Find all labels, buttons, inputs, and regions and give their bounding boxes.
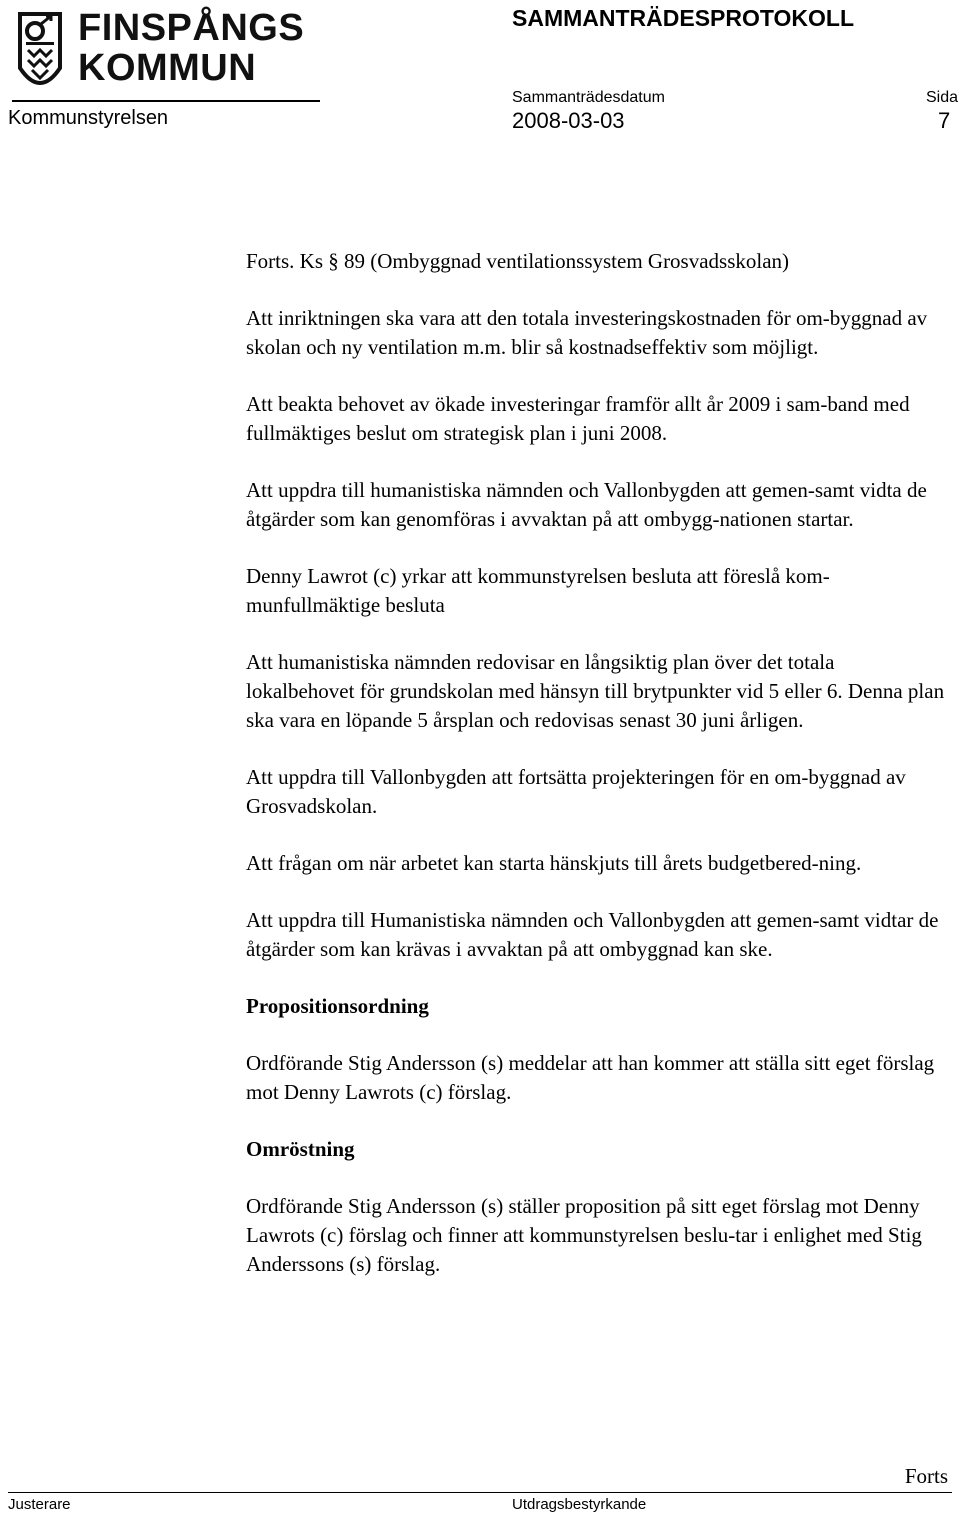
paragraph: Att beakta behovet av ökade investeringar framför allt år 2009 i sam-band med fullmäktiges beslut om strategisk plan i juni 2008. (246, 392, 910, 445)
paragraph: Att frågan om när arbetet kan starta hänskjuts till årets budgetbered-ning. (246, 851, 862, 875)
paragraph: Att uppdra till Humanistiska nämnden och Vallonbygden att gemen-samt vidtar de åtgärder som kan krävas i avvaktan på att ombyggnad kan ske. (246, 908, 939, 961)
footer-divider (8, 1492, 952, 1493)
utdragsbestyrkande-label: Utdragsbestyrkande (512, 1496, 647, 1513)
continuation-heading: Forts. Ks § 89 (Ombyggnad ventilationssystem Grosvadsskolan) (246, 249, 790, 273)
paragraph: Ordförande Stig Andersson (s) meddelar att han kommer att ställa sitt eget förslag mot Denny Lawrots (c) förslag. (246, 1051, 935, 1104)
page-label: Sida (926, 89, 959, 106)
paragraph: Att inriktningen ska vara att den totala investeringskostnaden för om-byggnad av skolan och ny ventilation m.m. blir så kostnadseffektiv som möjligt. (246, 306, 928, 359)
continuation-marker: Forts (904, 1464, 948, 1488)
paragraph: Denny Lawrot (c) yrkar att kommunstyrelsen besluta att föreslå kom-munfullmäktige besluta (246, 564, 830, 617)
page-number: 7 (938, 108, 951, 133)
municipality-logo (12, 8, 312, 100)
protocol-content (246, 247, 946, 1307)
paragraph: Att humanistiska nämnden redovisar en långsiktig plan över det totala lokalbehovet för grundskolan med hänsyn till brytpunkter vid 5 eller 6. Denna plan ska vara en löpande 5 årsplan och redovisas senast 30 juni årligen. (246, 650, 945, 732)
department-name: Kommunstyrelsen (8, 107, 169, 129)
coat-of-arms-icon (12, 8, 68, 100)
logo-wordmark (78, 8, 318, 100)
paragraph: Ordförande Stig Andersson (s) ställer proposition på sitt eget förslag mot Denny Lawrots (c) förslag och finner att kommunstyrelsen beslu-tar i enlighet med Stig Anderssons (s) förslag. (246, 1194, 922, 1276)
meeting-date-value: 2008-03-03 (512, 108, 625, 133)
logo-line-1: FINSPÅNGS (78, 7, 305, 49)
justerare-label: Justerare (8, 1496, 71, 1513)
document-title: SAMMANTRÄDESPROTOKOLL (512, 5, 855, 31)
paragraph: Att uppdra till humanistiska nämnden och Vallonbygden att gemen-samt vidta de åtgärder som kan genomföras i avvaktan på att ombygg-nationen startar. (246, 478, 927, 531)
section-heading-omrostning: Omröstning (246, 1137, 355, 1161)
logo-line-2: KOMMUN (78, 47, 257, 89)
meeting-date-label: Sammanträdesdatum (512, 89, 665, 106)
section-heading-propositionsordning: Propositionsordning (246, 994, 429, 1018)
logo-underline (12, 100, 320, 102)
paragraph: Att uppdra till Vallonbygden att fortsätta projekteringen för en om-byggnad av Grosvadskolan. (246, 765, 906, 818)
